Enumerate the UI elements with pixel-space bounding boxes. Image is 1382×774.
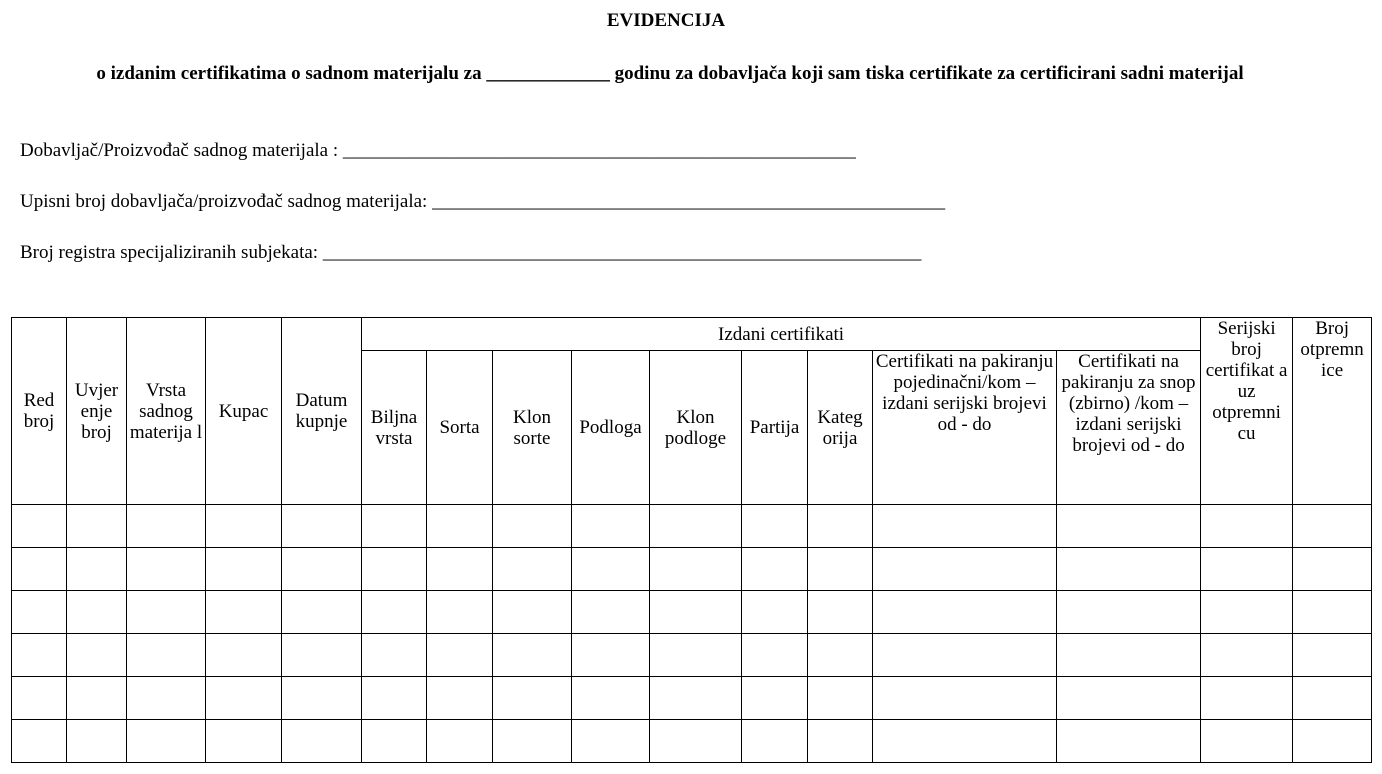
table-cell[interactable] <box>572 677 650 720</box>
table-cell[interactable] <box>206 591 282 634</box>
table-cell[interactable] <box>12 591 67 634</box>
table-cell[interactable] <box>572 548 650 591</box>
header-serijski-broj: Serijski broj certifikat a uz otpremni cu <box>1201 318 1293 505</box>
table-row <box>12 634 1372 677</box>
table-cell[interactable] <box>127 505 206 548</box>
table-cell[interactable] <box>1057 548 1201 591</box>
table-cell[interactable] <box>1201 720 1293 763</box>
table-cell[interactable] <box>67 591 127 634</box>
table-cell[interactable] <box>1057 634 1201 677</box>
table-cell[interactable] <box>650 548 742 591</box>
table-cell[interactable] <box>12 720 67 763</box>
header-uvjerenje-broj: Uvjer enje broj <box>67 318 127 505</box>
table-cell[interactable] <box>427 720 493 763</box>
table-cell[interactable] <box>493 720 572 763</box>
table-cell[interactable] <box>427 548 493 591</box>
table-cell[interactable] <box>572 720 650 763</box>
table-cell[interactable] <box>1201 677 1293 720</box>
table-cell[interactable] <box>427 634 493 677</box>
table-cell[interactable] <box>650 591 742 634</box>
registration-number-field <box>20 191 945 213</box>
register-number-line[interactable]: _______________________________________________________________ <box>322 242 922 263</box>
table-cell[interactable] <box>127 720 206 763</box>
table-cell[interactable] <box>12 634 67 677</box>
table-cell[interactable] <box>12 677 67 720</box>
table-cell[interactable] <box>282 677 362 720</box>
table-cell[interactable] <box>493 677 572 720</box>
table-cell[interactable] <box>873 505 1057 548</box>
table-row <box>12 591 1372 634</box>
table-cell[interactable] <box>1293 548 1372 591</box>
table-cell[interactable] <box>572 634 650 677</box>
table-cell[interactable] <box>362 634 427 677</box>
table-row <box>12 505 1372 548</box>
table-cell[interactable] <box>1293 505 1372 548</box>
table-cell[interactable] <box>12 548 67 591</box>
table-cell[interactable] <box>873 677 1057 720</box>
certificates-table <box>11 317 1372 763</box>
header-red-broj: Red broj <box>12 318 67 505</box>
table-cell[interactable] <box>493 505 572 548</box>
table-row <box>12 548 1372 591</box>
table-cell[interactable] <box>742 634 808 677</box>
table-cell[interactable] <box>127 548 206 591</box>
table-cell[interactable] <box>572 591 650 634</box>
table-cell[interactable] <box>572 505 650 548</box>
table-cell[interactable] <box>1201 591 1293 634</box>
table-cell[interactable] <box>67 548 127 591</box>
table-cell[interactable] <box>67 634 127 677</box>
table-cell[interactable] <box>1293 591 1372 634</box>
table-cell[interactable] <box>1057 505 1201 548</box>
table-cell[interactable] <box>67 505 127 548</box>
subtitle-text-start: o izdanim certifikatima o sadnom materijalu za <box>96 63 482 84</box>
table-row <box>12 677 1372 720</box>
table-cell[interactable] <box>742 677 808 720</box>
table-cell[interactable] <box>1201 634 1293 677</box>
table-cell[interactable] <box>808 548 873 591</box>
table-cell[interactable] <box>650 677 742 720</box>
table-cell[interactable] <box>873 591 1057 634</box>
table-cell[interactable] <box>206 677 282 720</box>
subtitle-text-end: godinu za dobavljača koji sam tiska certifikate za certificirani sadni materijal <box>614 63 1244 84</box>
table-cell[interactable] <box>67 720 127 763</box>
table-cell[interactable] <box>282 591 362 634</box>
table-cell[interactable] <box>493 591 572 634</box>
table-cell[interactable] <box>808 505 873 548</box>
header-podloga: Podloga <box>572 351 650 505</box>
table-cell[interactable] <box>282 720 362 763</box>
table-cell[interactable] <box>808 634 873 677</box>
table-cell[interactable] <box>1057 591 1201 634</box>
table-cell[interactable] <box>1293 634 1372 677</box>
header-kupac: Kupac <box>206 318 282 505</box>
table-cell[interactable] <box>1057 677 1201 720</box>
register-number-field <box>20 242 921 264</box>
table-cell[interactable] <box>1201 548 1293 591</box>
table-cell[interactable] <box>282 505 362 548</box>
supplier-name-field <box>20 140 856 162</box>
supplier-name-label: Dobavljač/Proizvođač sadnog materijala : <box>20 140 339 161</box>
registration-number-line[interactable]: ______________________________________________________ <box>432 191 946 212</box>
header-sorta: Sorta <box>427 351 493 505</box>
table-body <box>12 505 1372 763</box>
table-cell[interactable] <box>362 505 427 548</box>
table-cell[interactable] <box>493 634 572 677</box>
header-klon-sorte: Klon sorte <box>493 351 572 505</box>
table-cell[interactable] <box>1201 505 1293 548</box>
table-cell[interactable] <box>742 548 808 591</box>
header-vrsta-sadnog-materijala: Vrsta sadnog materija l <box>127 318 206 505</box>
table-cell[interactable] <box>127 634 206 677</box>
table-cell[interactable] <box>362 720 427 763</box>
table-cell[interactable] <box>362 548 427 591</box>
registration-number-label: Upisni broj dobavljača/proizvođač sadnog materijala: <box>20 191 428 212</box>
document-title: EVIDENCIJA <box>606 10 726 31</box>
table-cell[interactable] <box>362 677 427 720</box>
table-cell[interactable] <box>427 505 493 548</box>
table-row <box>12 720 1372 763</box>
supplier-name-line[interactable]: ______________________________________________________ <box>342 140 856 161</box>
table-cell[interactable] <box>808 677 873 720</box>
table-cell[interactable] <box>206 505 282 548</box>
table-cell[interactable] <box>650 720 742 763</box>
table-cell[interactable] <box>127 677 206 720</box>
table-cell[interactable] <box>873 634 1057 677</box>
table-cell[interactable] <box>873 548 1057 591</box>
table-cell[interactable] <box>1057 720 1201 763</box>
table-cell[interactable] <box>206 720 282 763</box>
header-broj-otpremnice: Broj otpremn ice <box>1293 318 1372 505</box>
table-cell[interactable] <box>206 548 282 591</box>
table-cell[interactable] <box>873 720 1057 763</box>
table-cell[interactable] <box>127 591 206 634</box>
table-cell[interactable] <box>362 591 427 634</box>
table-cell[interactable] <box>742 720 808 763</box>
year-blank-line[interactable]: _____________ <box>486 63 610 84</box>
table-cell[interactable] <box>282 634 362 677</box>
table-cell[interactable] <box>742 591 808 634</box>
header-datum-kupnje: Datum kupnje <box>282 318 362 505</box>
table-cell[interactable] <box>742 505 808 548</box>
table-cell[interactable] <box>650 505 742 548</box>
register-number-label: Broj registra specijaliziranih subjekata: <box>20 242 319 263</box>
header-cert-pojedinacni: Certifikati na pakiranju pojedinačni/kom – izdani serijski brojevi od - do <box>873 351 1057 505</box>
table-cell[interactable] <box>12 505 67 548</box>
table-cell[interactable] <box>282 548 362 591</box>
table-cell[interactable] <box>493 548 572 591</box>
table-cell[interactable] <box>808 720 873 763</box>
header-partija: Partija <box>742 351 808 505</box>
header-izdani-certifikati: Izdani certifikati <box>362 318 1201 351</box>
document-subtitle <box>20 61 1320 87</box>
table-cell[interactable] <box>67 677 127 720</box>
table-cell[interactable] <box>650 634 742 677</box>
header-klon-podloge: Klon podloge <box>650 351 742 505</box>
table-cell[interactable] <box>427 677 493 720</box>
header-kategorija: Kateg orija <box>808 351 873 505</box>
table-cell[interactable] <box>206 634 282 677</box>
table-cell[interactable] <box>808 591 873 634</box>
table-cell[interactable] <box>1293 677 1372 720</box>
table-cell[interactable] <box>427 591 493 634</box>
table-cell[interactable] <box>1293 720 1372 763</box>
header-cert-snop: Certifikati na pakiranju za snop (zbirno) /kom – izdani serijski brojevi od - do <box>1057 351 1201 505</box>
header-biljna-vrsta: Biljna vrsta <box>362 351 427 505</box>
